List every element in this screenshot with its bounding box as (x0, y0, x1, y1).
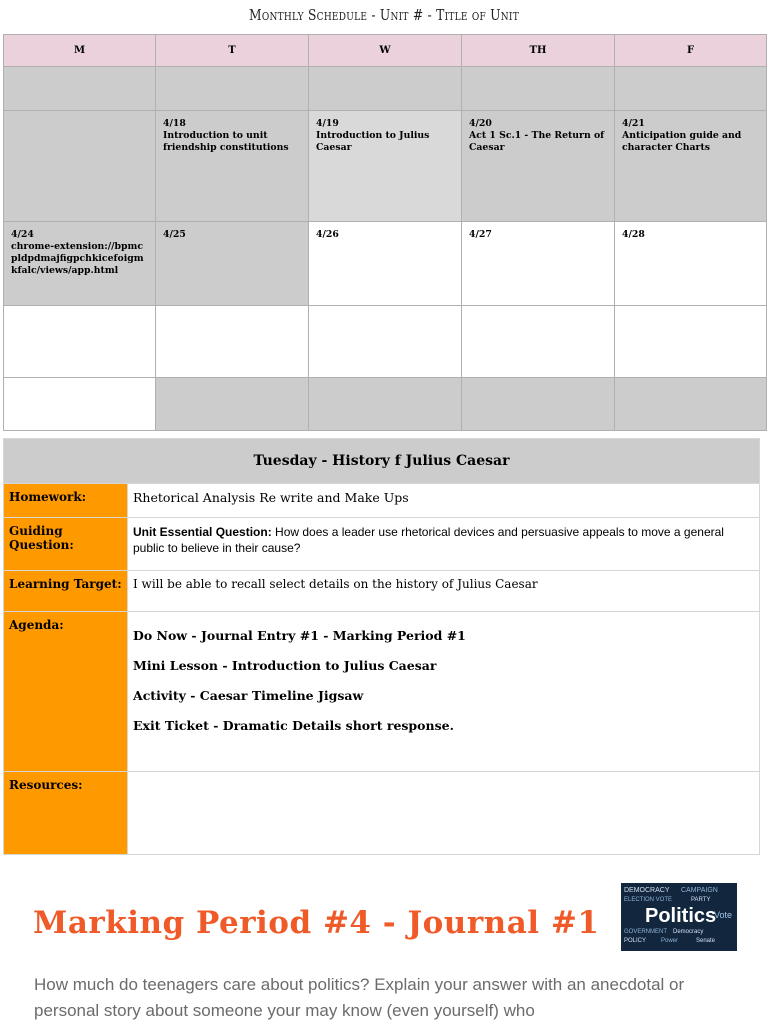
politics-word: Politics (645, 905, 717, 927)
calendar-cell (462, 378, 615, 431)
resources-value (128, 772, 760, 855)
learning-target-value: I will be able to recall select details on the history of Julius Caesar (128, 571, 760, 612)
calendar-cell: 4/25 (156, 222, 309, 306)
calendar-cell (156, 306, 309, 378)
guiding-question-label: Guiding Question: (4, 518, 128, 571)
calendar-cell (4, 306, 156, 378)
lesson-plan-table (3, 438, 760, 855)
calendar-cell (4, 67, 156, 111)
calendar-cell: 4/26 (309, 222, 462, 306)
page-title: Monthly Schedule - Unit # - Title of Unit (248, 6, 519, 24)
resources-label: Resources: (4, 772, 128, 855)
guiding-question-value (128, 518, 760, 571)
calendar-cell (156, 67, 309, 111)
agenda-item: Activity - Caesar Timeline Jigsaw (133, 688, 364, 703)
homework-value: Rhetorical Analysis Re write and Make Ups (128, 484, 760, 518)
calendar-cell (462, 306, 615, 378)
calendar-cell: 4/18 Introduction to unit friendship constitutions (156, 111, 309, 222)
day-header-wednesday: W (309, 35, 462, 67)
agenda-item: Exit Ticket - Dramatic Details short response. (133, 718, 454, 733)
monthly-calendar (3, 34, 767, 431)
day-header-friday: F (615, 35, 767, 67)
calendar-cell (309, 306, 462, 378)
calendar-cell (156, 378, 309, 431)
calendar-cell (615, 67, 767, 111)
calendar-cell (4, 378, 156, 431)
agenda-label: Agenda: (4, 612, 128, 772)
calendar-cell (4, 111, 156, 222)
agenda-list (128, 612, 760, 772)
politics-word-cloud-image: DEMOCRACY CAMPAIGN ELECTION VOTE PARTY Politics Vote GOVERNMENT Democracy POLICY Power Senate (621, 883, 737, 951)
day-header-monday: M (4, 35, 156, 67)
calendar-cell: 4/21 Anticipation guide and character Charts (615, 111, 767, 222)
lesson-header: Tuesday - History f Julius Caesar (4, 439, 760, 484)
day-header-thursday: TH (462, 35, 615, 67)
calendar-cell: 4/20 Act 1 Sc.1 - The Return of Caesar (462, 111, 615, 222)
journal-prompt: How much do teenagers care about politics? Explain your answer with an anecdotal or personal story about someone your may know (even yourself) who (34, 975, 685, 1020)
calendar-cell (615, 378, 767, 431)
calendar-cell (309, 378, 462, 431)
calendar-cell: 4/27 (462, 222, 615, 306)
calendar-cell (462, 67, 615, 111)
essential-question-label: Unit Essential Question: (133, 525, 272, 539)
agenda-item: Mini Lesson - Introduction to Julius Caesar (133, 658, 437, 673)
calendar-cell (309, 67, 462, 111)
agenda-item: Do Now - Journal Entry #1 - Marking Period #1 (133, 628, 466, 643)
calendar-cell (615, 306, 767, 378)
homework-label: Homework: (4, 484, 128, 518)
calendar-cell: 4/24 chrome-extension://bpmcpldpdmajfigpchkicefoigmkfalc/views/app.html (4, 222, 156, 306)
calendar-cell: 4/28 (615, 222, 767, 306)
calendar-cell: 4/19 Introduction to Julius Caesar (309, 111, 462, 222)
learning-target-label: Learning Target: (4, 571, 128, 612)
day-header-tuesday: T (156, 35, 309, 67)
essential-question-text: How does a leader use rhetorical devices and persuasive appeals to move a general public to believe in their cause? (133, 525, 724, 555)
journal-heading: Marking Period #4 - Journal #1 (33, 905, 600, 941)
